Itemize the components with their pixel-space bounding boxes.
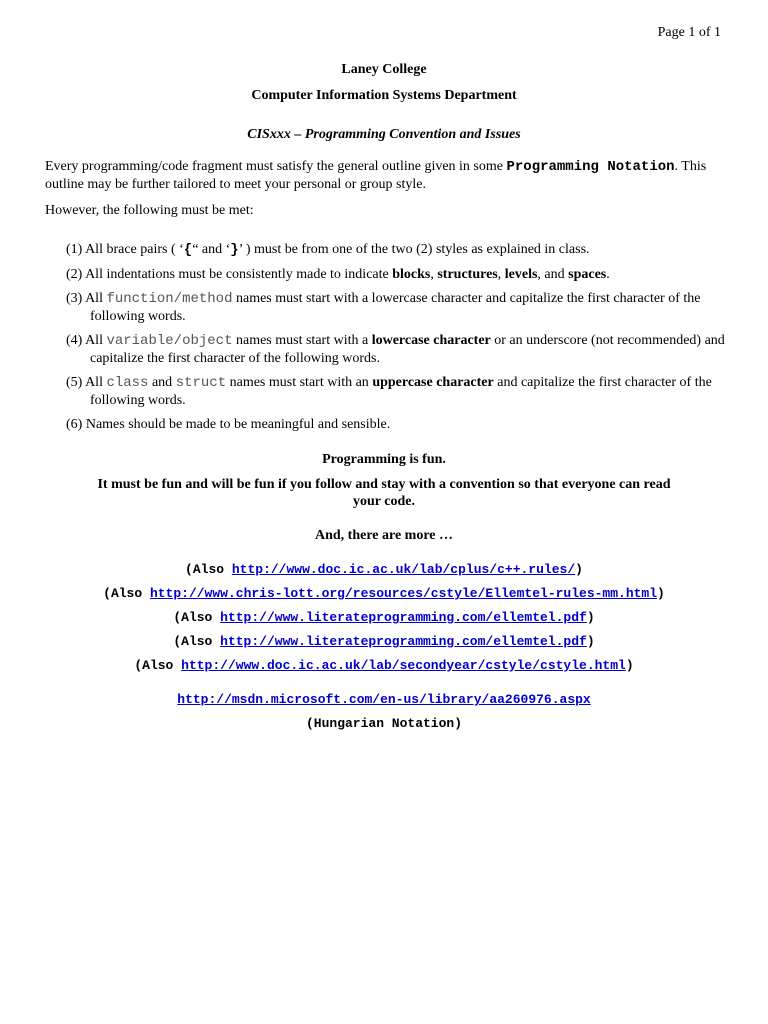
rule-number: (5)	[66, 375, 86, 390]
rule-text: names must start with a lowercase character and capitalize the first character of the following words.	[90, 291, 701, 324]
intro-text-post: . This outline may be further tailored to meet your personal or group style.	[45, 159, 707, 192]
rule-text: ,	[430, 267, 438, 282]
rule-4	[66, 332, 736, 367]
link-suffix: )	[575, 562, 583, 577]
reference-link-line-3	[0, 609, 768, 633]
more-heading: And, there are more …	[314, 528, 454, 543]
link-suffix: )	[586, 610, 595, 625]
rules-list	[66, 241, 736, 440]
msdn-link[interactable]: http://msdn.microsoft.com/en-us/library/aa260976.aspx	[177, 692, 591, 707]
close-brace: }	[230, 242, 239, 258]
msdn-link-line	[0, 691, 768, 715]
reference-link[interactable]: http://www.doc.ic.ac.uk/lab/cplus/c++.rules/	[231, 562, 576, 577]
rule-text: and	[148, 375, 176, 390]
rule-text: ,	[497, 267, 505, 282]
link-suffix: )	[586, 634, 595, 649]
department-title: Computer Information Systems Department	[251, 88, 517, 103]
college-title: Laney College	[341, 62, 427, 77]
fun-heading: Programming is fun.	[322, 452, 446, 467]
bold-structures: structures	[437, 267, 498, 282]
reference-link[interactable]: http://www.literateprogramming.com/ellemtel.pdf	[220, 610, 587, 625]
reference-link-line-1	[0, 561, 768, 585]
rule-text: , and	[537, 267, 569, 282]
rule-text: All	[85, 333, 107, 348]
rule-2	[66, 266, 736, 283]
rule-text: All	[85, 291, 107, 306]
rule-text: names must start with a	[232, 333, 372, 348]
rule-number: (6)	[66, 417, 86, 432]
link-suffix: )	[657, 586, 665, 601]
rule-text: .	[606, 267, 610, 282]
however-line: However, the following must be met:	[45, 203, 254, 218]
rule-text: ’ ) must be from one of the two (2) styles as explained in class.	[238, 242, 590, 257]
rule-text: All indentations must be consistently made to indicate	[85, 267, 393, 282]
rule-text: and capitalize the first character of the following words.	[90, 375, 712, 408]
link-prefix: (Also	[173, 610, 221, 625]
reference-link[interactable]: http://www.literateprogramming.com/ellemtel.pdf	[220, 634, 587, 649]
fun-statement	[0, 476, 768, 510]
link-prefix: (Also	[185, 562, 232, 577]
code-term: variable/object	[106, 333, 233, 349]
reference-link[interactable]: http://www.doc.ic.ac.uk/lab/secondyear/cstyle/cstyle.html	[181, 658, 626, 673]
bold-blocks: blocks	[392, 267, 431, 282]
rule-text: or an underscore (not recommended) and capitalize the first character of the following words.	[90, 333, 725, 366]
reference-link[interactable]: http://www.chris-lott.org/resources/cstyle/Ellemtel-rules-mm.html	[149, 586, 658, 601]
reference-link-line-5	[0, 657, 768, 681]
rule-5	[66, 374, 736, 409]
link-suffix: )	[625, 658, 634, 673]
code-term: struct	[175, 375, 227, 391]
rule-text: All brace pairs ( ‘	[85, 242, 184, 257]
rule-3	[66, 290, 736, 325]
rule-text: All	[85, 375, 107, 390]
course-title: CISxxx – Programming Convention and Issues	[247, 127, 521, 142]
link-prefix: (Also	[103, 586, 150, 601]
rule-text: “ and ‘	[192, 242, 231, 257]
rule-number: (2)	[66, 267, 86, 282]
link-prefix: (Also	[173, 634, 221, 649]
rule-number: (4)	[66, 333, 86, 348]
rule-number: (3)	[66, 291, 86, 306]
open-brace: {	[183, 242, 193, 258]
reference-link-line-4	[0, 633, 768, 657]
reference-links	[0, 561, 768, 681]
fun-statement-text: It must be fun and will be fun if you follow and stay with a convention so that everyone can read your code.	[97, 477, 671, 509]
rule-text: Names should be made to be meaningful and sensible.	[85, 417, 391, 432]
code-term: function/method	[106, 291, 233, 307]
hungarian-notation-caption: (Hungarian Notation)	[305, 716, 463, 731]
bold-uppercase: uppercase character	[372, 375, 494, 390]
bold-levels: levels	[504, 267, 538, 282]
intro-paragraph	[45, 158, 725, 193]
intro-text-pre: Every programming/code fragment must satisfy the general outline given in some	[45, 159, 507, 174]
bold-spaces: spaces	[568, 267, 607, 282]
rule-text: names must start with an	[226, 375, 373, 390]
bold-lowercase: lowercase character	[371, 333, 491, 348]
code-term: class	[106, 375, 149, 391]
link-prefix: (Also	[134, 658, 182, 673]
rule-6	[66, 416, 736, 433]
programming-notation-term: Programming Notation	[506, 159, 675, 175]
rule-number: (1)	[66, 242, 86, 257]
page-number: Page 1 of 1	[657, 25, 721, 40]
reference-link-line-2	[0, 585, 768, 609]
rule-1	[66, 241, 736, 259]
